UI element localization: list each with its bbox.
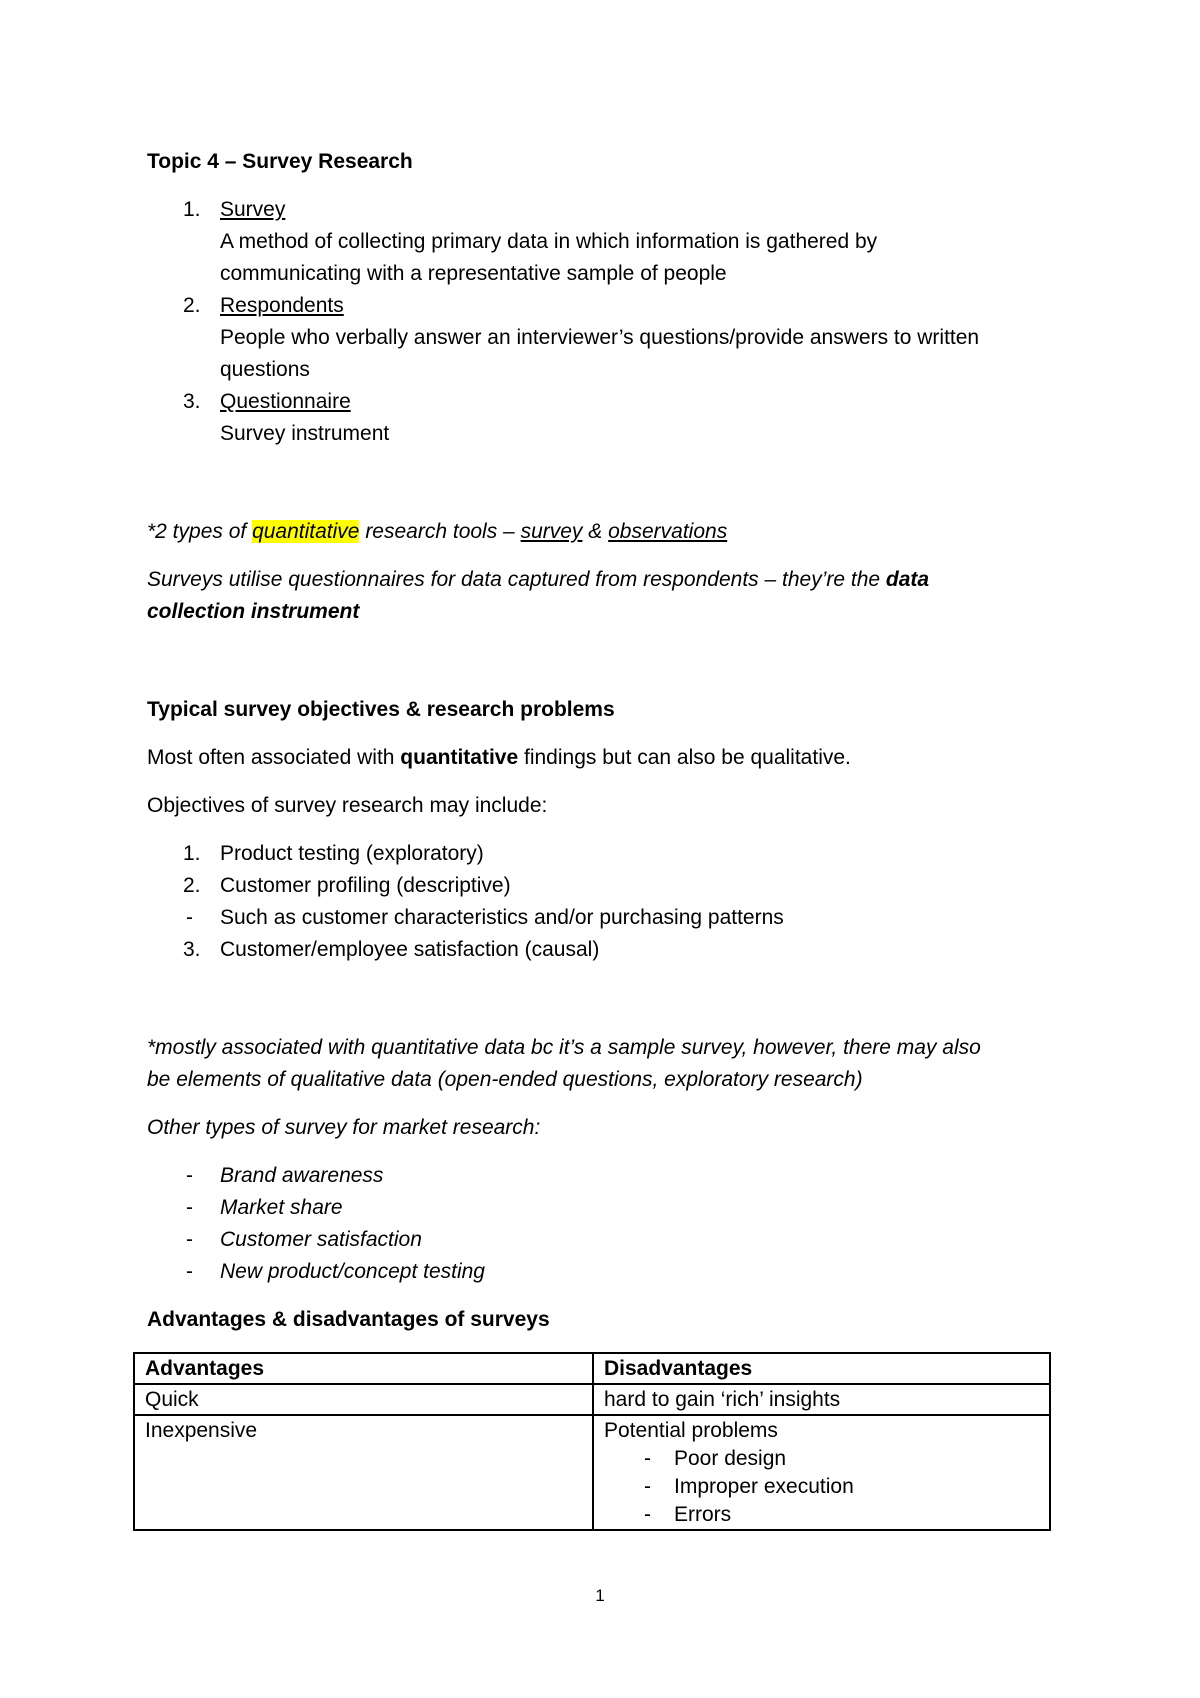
- objective-3: Customer/employee satisfaction (causal): [220, 938, 600, 961]
- def-2-line-2: questions: [220, 358, 310, 381]
- cell-rich-insights: hard to gain ‘rich’ insights: [593, 1384, 1050, 1415]
- objective-1: Product testing (exploratory): [220, 842, 484, 865]
- mostly-quant-note-line-1: *mostly associated with quantitative data bc it’s a sample survey, however, there may also: [147, 1036, 981, 1059]
- def-2-number: 2.: [183, 294, 201, 317]
- quantitative-tools-note: [147, 518, 727, 546]
- def-2-line-1: People who verbally answer an interviewer’s questions/provide answers to written: [220, 326, 980, 349]
- objective-sub: Such as customer characteristics and/or purchasing patterns: [220, 906, 784, 929]
- problem-item: - Poor design: [644, 1445, 1039, 1473]
- def-3-term: Questionnaire: [220, 390, 351, 413]
- note1-prefix: *2 types of: [147, 520, 253, 543]
- para-suffix: findings but can also be qualitative.: [518, 746, 851, 769]
- other-type-3: Customer satisfaction: [220, 1228, 422, 1251]
- objective-2-marker: 2.: [183, 874, 201, 897]
- def-1-term: Survey: [220, 198, 286, 221]
- header-advantages: Advantages: [134, 1353, 593, 1384]
- objective-2: Customer profiling (descriptive): [220, 874, 511, 897]
- problem-item: - Errors: [644, 1501, 1039, 1529]
- header-disadvantages: Disadvantages: [593, 1353, 1050, 1384]
- surveys-note-line-2: collection instrument: [147, 600, 360, 623]
- table-row: [134, 1384, 1050, 1415]
- para-prefix: Most often associated with: [147, 746, 401, 769]
- potential-problems-title: Potential problems: [604, 1419, 778, 1442]
- problem-errors: Errors: [674, 1503, 732, 1526]
- other-type-dash-2: -: [186, 1196, 193, 1219]
- note1-observations: observations: [608, 520, 728, 543]
- problem-item: - Improper execution: [644, 1473, 1039, 1501]
- cell-quick: Quick: [134, 1384, 593, 1415]
- other-type-1: Brand awareness: [220, 1164, 384, 1187]
- other-type-dash-1: -: [186, 1164, 193, 1187]
- table-row: [134, 1415, 1050, 1530]
- advantages-table: [133, 1352, 1051, 1531]
- note2-bold-1: data: [885, 568, 930, 591]
- other-types-intro: Other types of survey for market research:: [147, 1116, 541, 1139]
- def-2-term: Respondents: [220, 294, 344, 317]
- page-number: 1: [595, 1586, 605, 1605]
- page-title: Topic 4 – Survey Research: [147, 150, 413, 173]
- other-type-4: New product/concept testing: [220, 1260, 485, 1283]
- note1-middle: research tools –: [359, 520, 521, 543]
- table-header-row: [134, 1353, 1050, 1384]
- cell-inexpensive: Inexpensive: [134, 1415, 593, 1530]
- quantitative-highlight: quantitative: [252, 520, 360, 543]
- mostly-quant-note-line-2: be elements of qualitative data (open-ended questions, exploratory research): [147, 1068, 863, 1091]
- cell-potential-problems: [593, 1415, 1050, 1530]
- def-3-number: 3.: [183, 390, 201, 413]
- def-1-line-2: communicating with a representative sample of people: [220, 262, 727, 285]
- note1-amp: &: [582, 520, 609, 543]
- note2-text: Surveys utilise questionnaires for data captured from respondents – they’re the: [147, 568, 886, 591]
- note1-survey: survey: [520, 520, 583, 543]
- advantages-heading: Advantages & disadvantages of surveys: [147, 1308, 550, 1331]
- objectives-heading: Typical survey objectives & research problems: [147, 698, 615, 721]
- objective-sub-marker: -: [186, 906, 193, 929]
- other-type-2: Market share: [220, 1196, 343, 1219]
- problem-improper-execution: Improper execution: [674, 1475, 854, 1498]
- surveys-note-line-1: [147, 566, 929, 594]
- other-type-dash-3: -: [186, 1228, 193, 1251]
- other-type-dash-4: -: [186, 1260, 193, 1283]
- para-bold: quantitative: [400, 746, 519, 769]
- objective-1-marker: 1.: [183, 842, 201, 865]
- objective-3-marker: 3.: [183, 938, 201, 961]
- objectives-paragraph: [147, 744, 851, 772]
- problem-poor-design: Poor design: [674, 1447, 787, 1470]
- def-3-line-1: Survey instrument: [220, 422, 390, 445]
- def-1-number: 1.: [183, 198, 201, 221]
- objectives-intro: Objectives of survey research may include:: [147, 794, 548, 817]
- def-1-line-1: A method of collecting primary data in which information is gathered by: [220, 230, 878, 253]
